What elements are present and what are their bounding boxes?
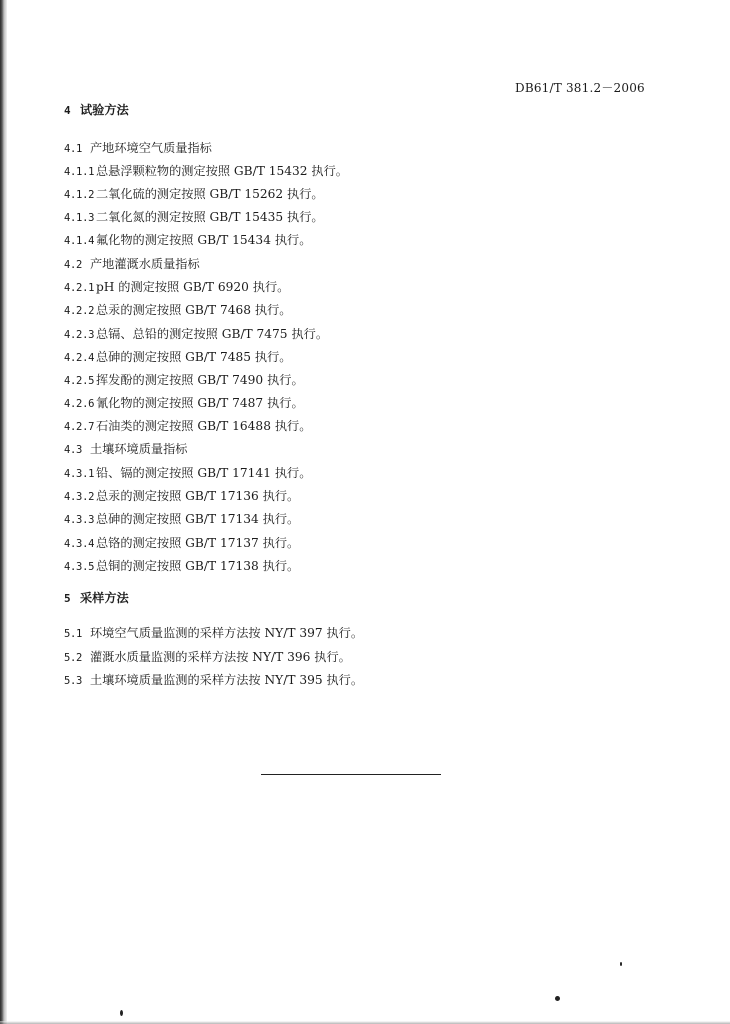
clause-item (64, 349, 690, 366)
clause-item (64, 558, 690, 575)
clause-number: 4.3.3 (64, 514, 95, 526)
clause-number: 4.2.5 (64, 375, 95, 387)
clause-number: 4.2.1 (64, 282, 95, 294)
clause-text: 总汞的测定按照 GB/T 7468 执行。 (96, 303, 292, 317)
clause-number: 4.1.2 (64, 189, 95, 201)
clause-item (64, 395, 690, 412)
clause-text: 总铜的测定按照 GB/T 17138 执行。 (96, 559, 300, 573)
clause-number: 4.2.6 (64, 398, 95, 410)
clause-text: 总镉、总铅的测定按照 GB/T 7475 执行。 (96, 327, 329, 341)
clause-number: 4.1.4 (64, 235, 95, 247)
scan-speck (120, 1010, 123, 1016)
clause-number: 4.3.2 (64, 491, 95, 503)
scan-speck (555, 996, 560, 1001)
clause-item (64, 279, 690, 296)
clause-item (64, 418, 690, 435)
clause-text: 产地环境空气质量指标 (90, 141, 212, 155)
clause-text: 挥发酚的测定按照 GB/T 7490 执行。 (96, 373, 304, 387)
clause-number: 4.2.3 (64, 329, 95, 341)
clause-text: 产地灌溉水质量指标 (90, 257, 200, 271)
clause-number: 4 (64, 104, 71, 117)
clause-item (64, 209, 690, 226)
section-heading (64, 590, 690, 607)
clause-text: 二氧化硫的测定按照 GB/T 15262 执行。 (96, 187, 324, 201)
clause-text: 氟化物的测定按照 GB/T 15434 执行。 (96, 233, 312, 247)
clause-item (64, 488, 690, 505)
clause-number: 4.1.3 (64, 212, 95, 224)
clause-number: 5.2 (64, 652, 83, 664)
clause-number: 4.2 (64, 259, 83, 271)
clause-text: 总砷的测定按照 GB/T 17134 执行。 (96, 512, 300, 526)
clause-text: 二氧化氮的测定按照 GB/T 15435 执行。 (96, 210, 324, 224)
clause-item (64, 326, 690, 343)
clause-item (64, 535, 690, 552)
clause-text: 总悬浮颗粒物的测定按照 GB/T 15432 执行。 (96, 164, 348, 178)
scan-edge-shadow (0, 0, 7, 1024)
clause-text: 试验方法 (80, 103, 129, 117)
clause-text: 环境空气质量监测的采样方法按 NY/T 397 执行。 (90, 626, 364, 640)
clause-number: 4.2.2 (64, 305, 95, 317)
clause-text: 总汞的测定按照 GB/T 17136 执行。 (96, 489, 300, 503)
clause-item (64, 302, 690, 319)
end-divider-line (261, 774, 441, 775)
clause-text: 总铬的测定按照 GB/T 17137 执行。 (96, 536, 300, 550)
clause-item (64, 186, 690, 203)
clause-text: pH 的测定按照 GB/T 6920 执行。 (96, 280, 290, 294)
clause-text: 石油类的测定按照 GB/T 16488 执行。 (96, 419, 312, 433)
clause-text: 总砷的测定按照 GB/T 7485 执行。 (96, 350, 292, 364)
clause-item (64, 465, 690, 482)
clause-text: 铅、镉的测定按照 GB/T 17141 执行。 (96, 466, 312, 480)
subsection-heading (64, 256, 690, 273)
clause-number: 4.1.1 (64, 166, 95, 178)
clause-number: 4.3.5 (64, 561, 95, 573)
subsection-heading (64, 441, 690, 458)
clause-number: 4.2.7 (64, 421, 95, 433)
clause-item (64, 372, 690, 389)
subsection-heading (64, 672, 690, 689)
subsection-heading (64, 140, 690, 157)
clause-item (64, 163, 690, 180)
subsection-heading (64, 649, 690, 666)
clause-number: 5 (64, 592, 71, 605)
clause-text: 土壤环境质量指标 (90, 442, 188, 456)
clause-number: 5.1 (64, 628, 83, 640)
clause-number: 4.2.4 (64, 352, 95, 364)
section-heading (64, 102, 690, 119)
scan-speck (620, 962, 622, 966)
clause-item (64, 511, 690, 528)
clause-text: 采样方法 (80, 591, 129, 605)
clause-number: 4.3 (64, 444, 83, 456)
clause-text: 氰化物的测定按照 GB/T 7487 执行。 (96, 396, 304, 410)
clause-item (64, 232, 690, 249)
clause-text: 灌溉水质量监测的采样方法按 NY/T 396 执行。 (90, 650, 351, 664)
document-code: DB61/T 381.2－2006 (515, 81, 645, 95)
clause-number: 4.3.4 (64, 538, 95, 550)
subsection-heading (64, 625, 690, 642)
clause-number: 5.3 (64, 675, 83, 687)
clause-text: 土壤环境质量监测的采样方法按 NY/T 395 执行。 (90, 673, 364, 687)
clause-number: 4.3.1 (64, 468, 95, 480)
clause-number: 4.1 (64, 143, 83, 155)
